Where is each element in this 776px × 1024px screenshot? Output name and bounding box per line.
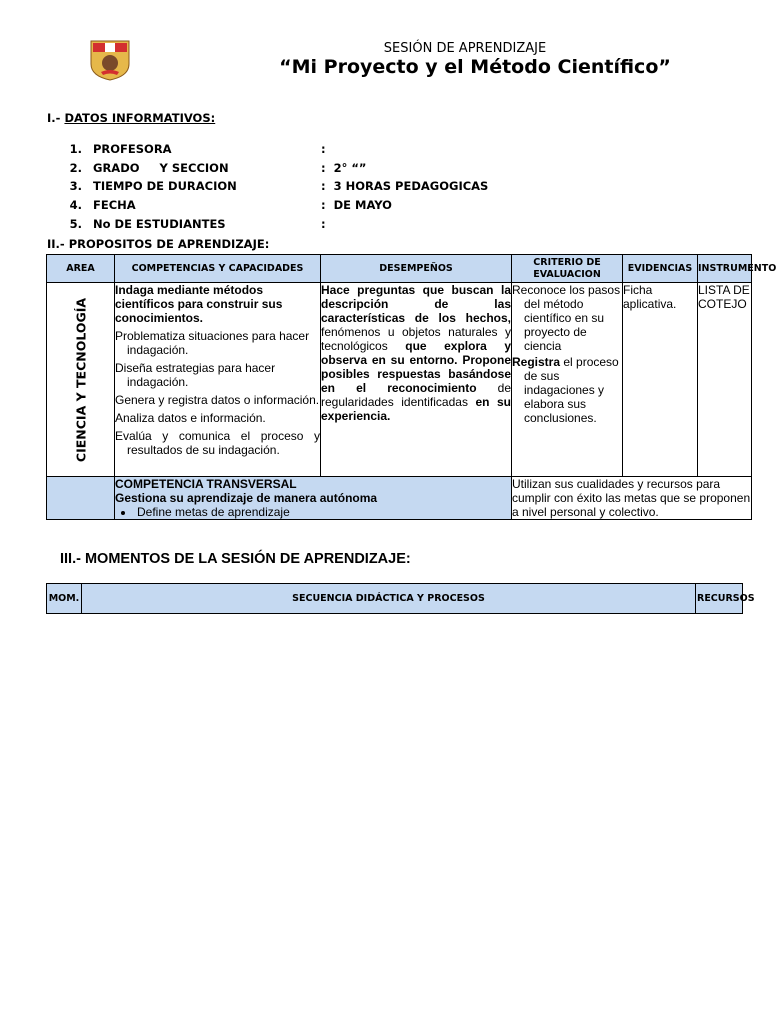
school-crest-logo [88, 38, 132, 82]
area-cell [47, 283, 115, 477]
transversal-area-cell [47, 477, 115, 520]
evidencias-cell: Ficha aplicativa. [623, 283, 698, 477]
transversal-descripcion-cell: Utilizan sus cualidades y recursos para cumplir con éxito las metas que se proponen a nivel personal y colectivo. [512, 477, 751, 519]
desempenos-cell: Hace preguntas que buscan la descripción de las características de los hechos, fenómenos u objetos naturales y tecnológicos que explora y observa en su entorno. Propone posibles respuestas basándose en el reconocimiento de regularidades identificadas en su experiencia. [321, 283, 512, 477]
propositos-table [46, 254, 776, 520]
momentos-table [46, 583, 755, 614]
capacidad-item: Problematiza situaciones para hacer indagación. [115, 329, 310, 357]
area-label: CIENCIA Y TECNOLOGÍA [73, 297, 88, 462]
col-header-competencias: COMPETENCIAS Y CAPACIDADES [115, 255, 321, 283]
instrumento-cell: LISTA DE COTEJO [698, 283, 752, 477]
col-header-evidencias: EVIDENCIAS [623, 255, 698, 283]
competencias-cell [115, 283, 321, 477]
criterio-cell [512, 283, 623, 477]
capacidad-item: Analiza datos e información. [115, 411, 266, 425]
table-header-row [47, 255, 752, 283]
transversal-item: • Define metas de aprendizaje [135, 505, 511, 519]
section-datos-heading: I.- DATOS INFORMATIVOS: [47, 111, 216, 125]
criterio-item: Reconoce los pasos del método científico en su proyecto de ciencia [512, 283, 621, 353]
transversal-competencia-cell [115, 477, 512, 520]
col-header-mom: MOM. [47, 584, 82, 614]
document-subtitle: SESIÓN DE APRENDIZAJE [383, 41, 547, 56]
capacidad-item: Genera y registra datos o información. [115, 393, 320, 407]
table-header-row [47, 584, 743, 614]
capacidad-item: Diseña estrategias para hacer indagación. [115, 361, 276, 389]
section-propositos-heading: II.- PROPOSITOS DE APRENDIZAJE: [47, 237, 270, 251]
transversal-row [47, 477, 752, 520]
col-header-criterio: CRITERIO DE EVALUACION [512, 255, 623, 283]
document-title: “Mi Proyecto y el Método Científico” [279, 56, 671, 78]
col-header-recursos: RECURSOS [696, 584, 743, 614]
transversal-competencia: Gestiona su aprendizaje de manera autónoma [115, 491, 378, 505]
criterio-item: Registra el proceso de sus indagaciones y elabora sus conclusiones. [512, 355, 619, 425]
col-header-area: AREA [47, 255, 115, 283]
transversal-heading: COMPETENCIA TRANSVERSAL [115, 477, 297, 491]
section-momentos-heading: III.- MOMENTOS DE LA SESIÓN DE APRENDIZAJE: [60, 551, 411, 567]
col-header-desempenos: DESEMPEÑOS [321, 255, 512, 283]
table-row [47, 283, 752, 477]
col-header-instrumento: INSTRUMENTO [698, 255, 752, 283]
capacidad-item: Evalúa y comunica el proceso y resultados de su indagación. [115, 429, 320, 457]
competencia-text: Indaga mediante métodos científicos para construir sus conocimientos. [115, 283, 283, 325]
col-header-secuencia: SECUENCIA DIDÁCTICA Y PROCESOS [82, 584, 696, 614]
